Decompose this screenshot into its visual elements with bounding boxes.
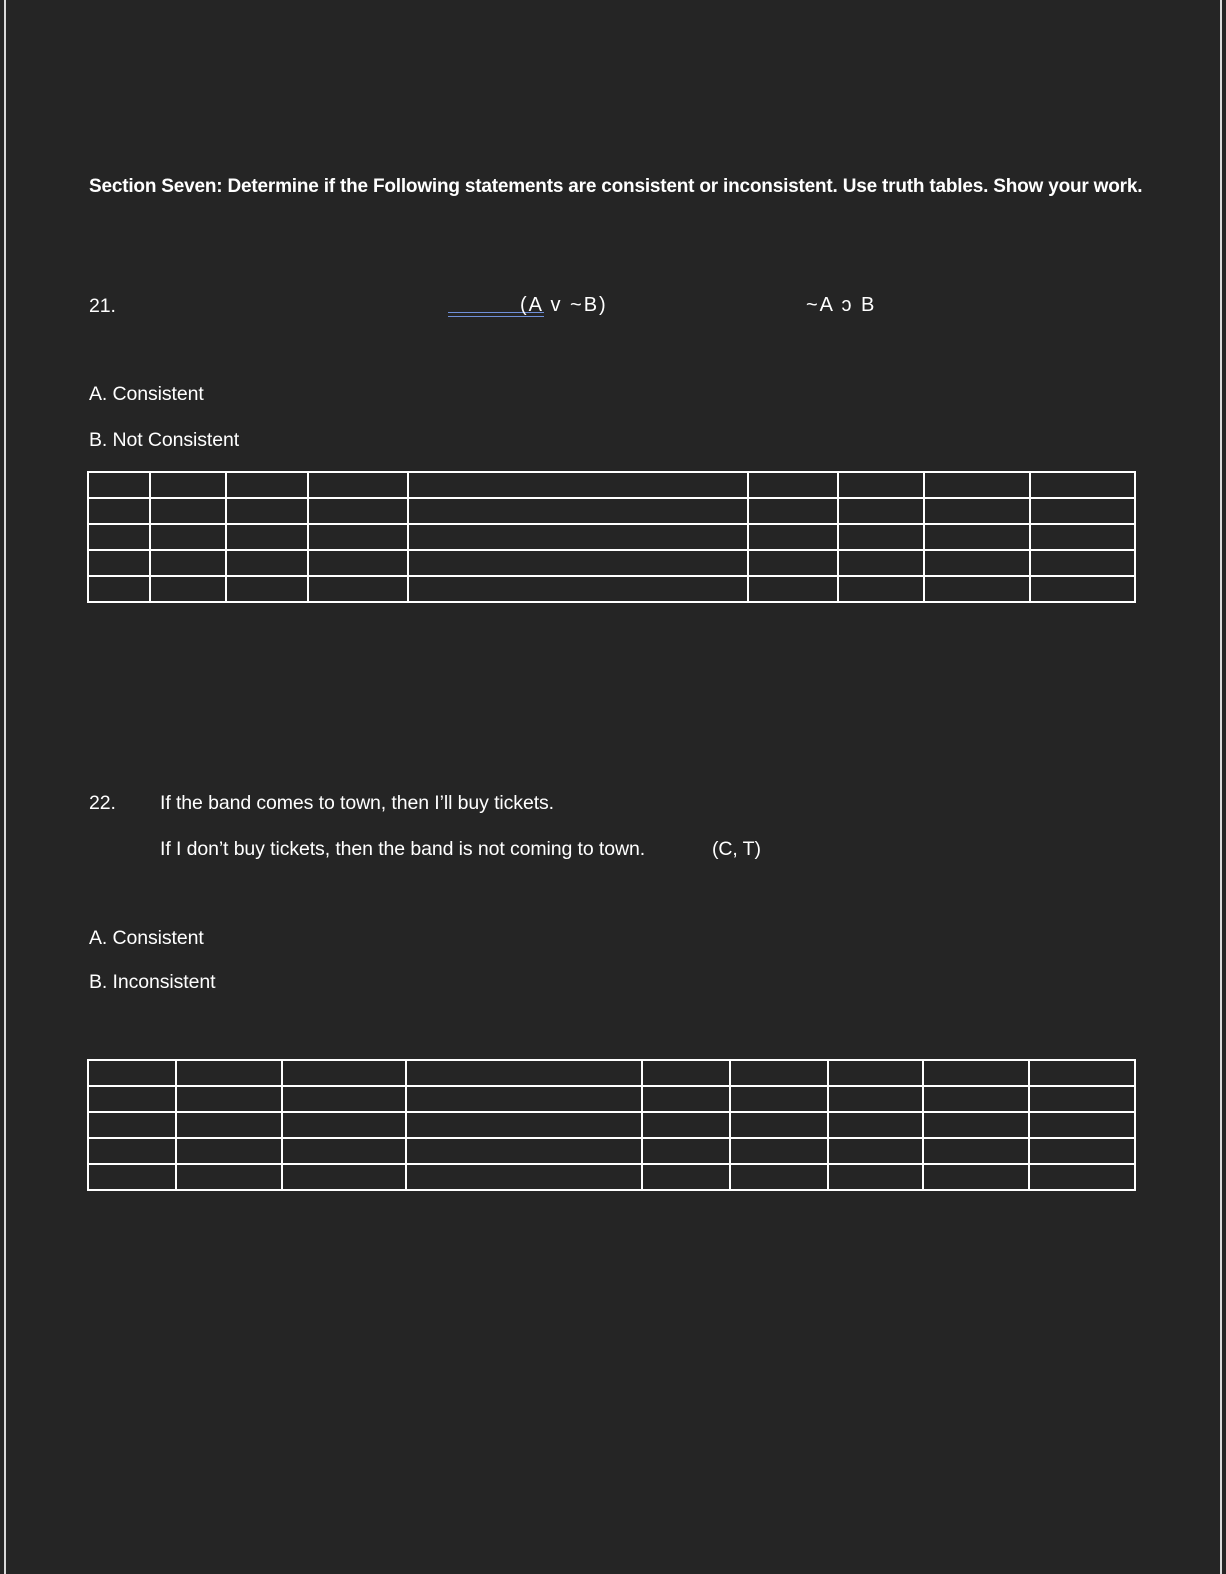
table-row: [88, 1112, 1135, 1138]
table-cell[interactable]: [406, 1138, 642, 1164]
question-22-variables: (C, T): [712, 838, 761, 860]
table-cell[interactable]: [923, 1164, 1029, 1190]
table-cell[interactable]: [282, 1112, 406, 1138]
table-cell[interactable]: [924, 576, 1030, 602]
table-cell[interactable]: [226, 498, 308, 524]
table-cell[interactable]: [406, 1112, 642, 1138]
question-22-statement-1: If the band comes to town, then I’ll buy tickets.: [160, 792, 554, 814]
table-cell[interactable]: [88, 1086, 176, 1112]
table-row: [88, 1086, 1135, 1112]
table-row: [88, 550, 1135, 576]
table-cell[interactable]: [828, 1060, 923, 1086]
table-cell[interactable]: [88, 1060, 176, 1086]
table-cell[interactable]: [828, 1138, 923, 1164]
page-left-border: [4, 0, 6, 1574]
table-cell[interactable]: [838, 472, 924, 498]
table-cell[interactable]: [642, 1164, 730, 1190]
table-cell[interactable]: [1029, 1112, 1135, 1138]
table-cell[interactable]: [1029, 1138, 1135, 1164]
table-cell[interactable]: [838, 576, 924, 602]
table-cell[interactable]: [282, 1086, 406, 1112]
question-21-option-b: B. Not Consistent: [89, 429, 240, 451]
table-row: [88, 1060, 1135, 1086]
table-cell[interactable]: [1030, 472, 1135, 498]
table-cell[interactable]: [408, 498, 748, 524]
table-cell[interactable]: [150, 550, 226, 576]
table-cell[interactable]: [923, 1112, 1029, 1138]
table-cell[interactable]: [642, 1138, 730, 1164]
table-cell[interactable]: [838, 524, 924, 550]
table-cell[interactable]: [282, 1164, 406, 1190]
table-cell[interactable]: [828, 1164, 923, 1190]
table-cell[interactable]: [150, 576, 226, 602]
table-cell[interactable]: [924, 524, 1030, 550]
question-22-option-a: A. Consistent: [89, 927, 204, 949]
table-cell[interactable]: [408, 472, 748, 498]
table-cell[interactable]: [1030, 550, 1135, 576]
table-cell[interactable]: [748, 550, 838, 576]
table-cell[interactable]: [176, 1138, 282, 1164]
table-cell[interactable]: [282, 1060, 406, 1086]
page-right-border: [1220, 0, 1222, 1574]
table-cell[interactable]: [176, 1086, 282, 1112]
table-cell[interactable]: [150, 472, 226, 498]
table-cell[interactable]: [1029, 1060, 1135, 1086]
table-cell[interactable]: [408, 550, 748, 576]
table-cell[interactable]: [1030, 498, 1135, 524]
table-cell[interactable]: [924, 498, 1030, 524]
table-cell[interactable]: [176, 1060, 282, 1086]
table-cell[interactable]: [406, 1164, 642, 1190]
table-cell[interactable]: [226, 550, 308, 576]
table-cell[interactable]: [88, 1138, 176, 1164]
question-22-statement-2: If I don’t buy tickets, then the band is not coming to town.: [160, 838, 646, 860]
table-cell[interactable]: [642, 1086, 730, 1112]
table-cell[interactable]: [88, 472, 150, 498]
question-21-formula-2: ~A ɔ B: [806, 294, 877, 316]
question-22-number: 22.: [89, 792, 116, 814]
table-cell[interactable]: [408, 576, 748, 602]
table-cell[interactable]: [1029, 1164, 1135, 1190]
table-cell[interactable]: [88, 498, 150, 524]
table-cell[interactable]: [1030, 524, 1135, 550]
table-cell[interactable]: [88, 550, 150, 576]
table-cell[interactable]: [88, 576, 150, 602]
question-21-number: 21.: [89, 295, 116, 317]
question-21-option-a: A. Consistent: [89, 383, 204, 405]
table-cell[interactable]: [730, 1060, 828, 1086]
question-21-truth-table: [87, 471, 1136, 603]
table-row: [88, 498, 1135, 524]
table-cell[interactable]: [1029, 1086, 1135, 1112]
table-row: [88, 1138, 1135, 1164]
table-cell[interactable]: [88, 524, 150, 550]
table-cell[interactable]: [308, 550, 408, 576]
table-cell[interactable]: [730, 1112, 828, 1138]
table-cell[interactable]: [838, 498, 924, 524]
table-cell[interactable]: [924, 472, 1030, 498]
table-cell[interactable]: [748, 524, 838, 550]
table-cell[interactable]: [923, 1138, 1029, 1164]
table-cell[interactable]: [828, 1086, 923, 1112]
table-cell[interactable]: [730, 1164, 828, 1190]
table-cell[interactable]: [748, 576, 838, 602]
table-cell[interactable]: [150, 524, 226, 550]
table-cell[interactable]: [923, 1060, 1029, 1086]
section-heading: Section Seven: Determine if the Following statements are consistent or inconsistent. Use truth tables. Show your work.: [89, 176, 1143, 197]
table-row: [88, 524, 1135, 550]
table-cell[interactable]: [226, 524, 308, 550]
table-cell[interactable]: [282, 1138, 406, 1164]
table-row: [88, 576, 1135, 602]
question-21-formula-1: (A v ~B): [520, 294, 608, 316]
table-cell[interactable]: [730, 1086, 828, 1112]
table-cell[interactable]: [308, 524, 408, 550]
table-cell[interactable]: [828, 1112, 923, 1138]
table-cell[interactable]: [176, 1164, 282, 1190]
table-cell[interactable]: [406, 1086, 642, 1112]
table-cell[interactable]: [730, 1138, 828, 1164]
table-cell[interactable]: [308, 472, 408, 498]
table-cell[interactable]: [838, 550, 924, 576]
table-cell[interactable]: [923, 1086, 1029, 1112]
table-cell[interactable]: [642, 1112, 730, 1138]
table-cell[interactable]: [924, 550, 1030, 576]
table-cell[interactable]: [748, 498, 838, 524]
question-22-truth-table: [87, 1059, 1136, 1191]
table-cell[interactable]: [226, 472, 308, 498]
table-cell[interactable]: [748, 472, 838, 498]
table-cell[interactable]: [308, 498, 408, 524]
table-cell[interactable]: [1030, 576, 1135, 602]
table-cell[interactable]: [642, 1060, 730, 1086]
table-cell[interactable]: [408, 524, 748, 550]
question-22-option-b: B. Inconsistent: [89, 971, 216, 993]
table-cell[interactable]: [150, 498, 226, 524]
table-cell[interactable]: [406, 1060, 642, 1086]
table-cell[interactable]: [308, 576, 408, 602]
table-row: [88, 1164, 1135, 1190]
table-row: [88, 472, 1135, 498]
table-cell[interactable]: [176, 1112, 282, 1138]
table-cell[interactable]: [226, 576, 308, 602]
table-cell[interactable]: [88, 1112, 176, 1138]
table-cell[interactable]: [88, 1164, 176, 1190]
